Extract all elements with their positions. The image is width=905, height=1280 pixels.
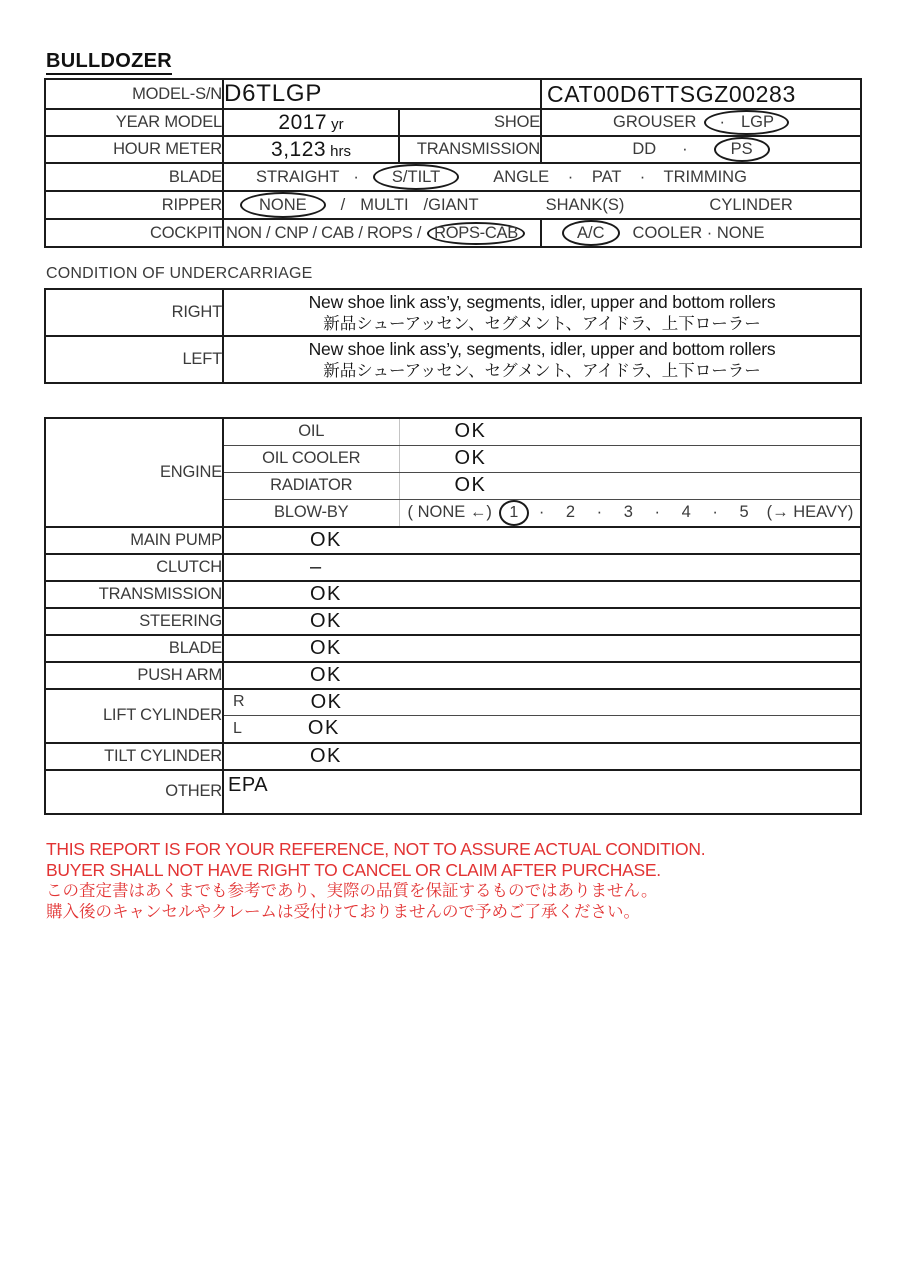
- disclaimer-block: [46, 839, 705, 923]
- undercarriage-row-left: [45, 336, 861, 383]
- disclaimer-line-3: この査定書はあくまでも参考であり、実際の品質を保証するものではありません。: [46, 882, 658, 900]
- main-pump-value: OK: [310, 528, 342, 551]
- year-unit: yr: [331, 115, 344, 133]
- row-push-arm: [45, 662, 861, 689]
- serial-number: CAT00D6TTSGZ00283: [541, 79, 861, 109]
- ac-selected: A/C: [577, 223, 605, 242]
- disclaimer-line-1: THIS REPORT IS FOR YOUR REFERENCE, NOT TO ASSURE ACTUAL CONDITION.: [46, 839, 706, 859]
- cockpit-options-cell: [223, 219, 541, 247]
- lift-r-label: R: [233, 693, 245, 711]
- left-condition-cell: [223, 336, 861, 383]
- spec-table: [44, 78, 862, 248]
- blade-label: BLADE: [45, 163, 223, 191]
- shoe-selected-circle: [704, 110, 789, 135]
- left-label: LEFT: [45, 336, 223, 383]
- shoe-selected-lgp: LGP: [740, 113, 774, 131]
- blade-condition-value-cell: [223, 635, 861, 662]
- undercarriage-row-right: [45, 289, 861, 336]
- blowby-scale-cell: [399, 499, 861, 527]
- ripper-selected-circle: [240, 192, 326, 218]
- engine-radiator-value: OK: [454, 474, 487, 496]
- row-lift-cylinder-r: [45, 689, 861, 716]
- engine-radiator-value-cell: [399, 472, 861, 499]
- lift-l-value: OK: [307, 717, 340, 740]
- other-value-cell: [223, 770, 861, 814]
- inspection-table: [44, 417, 862, 815]
- clutch-value: –: [310, 555, 323, 578]
- other-label: OTHER: [45, 770, 223, 814]
- row-tilt-cylinder: [45, 743, 861, 770]
- blade-condition-label: BLADE: [45, 635, 223, 662]
- left-condition-en: New shoe link ass’y, segments, idler, upper and bottom rollers: [308, 338, 776, 359]
- blowby-heavy-anchor: (→ HEAVY): [766, 503, 854, 521]
- left-condition-jp: 新品シューアッセン、セグメント、アイドラ、上下ローラー: [323, 361, 761, 380]
- spec-row-model: [45, 79, 861, 109]
- steering-value: OK: [310, 609, 342, 632]
- ripper-slash: /: [340, 195, 346, 214]
- engine-radiator-label: RADIATOR: [223, 472, 399, 499]
- lift-l-cell: [223, 716, 861, 743]
- main-pump-value-cell: [223, 527, 861, 554]
- shoe-option-grouser: GROUSER: [613, 113, 697, 131]
- row-main-pump: [45, 527, 861, 554]
- spec-row-year-shoe: [45, 109, 861, 136]
- blade-selected-circle: [373, 164, 459, 190]
- year-value-cell: [223, 109, 399, 136]
- transmission-dot: ·: [682, 140, 688, 158]
- blowby-scale: · 2 · 3 · 4 · 5: [538, 503, 749, 521]
- ripper-options-cell: [223, 191, 861, 219]
- engine-oil-label: OIL: [223, 418, 399, 445]
- steering-value-cell: [223, 608, 861, 635]
- right-label: RIGHT: [45, 289, 223, 336]
- blade-selected-stilt: S/TILT: [391, 167, 441, 186]
- spec-row-cockpit: [45, 219, 861, 247]
- push-arm-value: OK: [310, 663, 342, 686]
- push-arm-value-cell: [223, 662, 861, 689]
- ripper-option-multi: MULTI: [360, 195, 409, 214]
- other-value: EPA: [228, 773, 269, 796]
- spec-row-blade: [45, 163, 861, 191]
- lift-cylinder-label: LIFT CYLINDER: [45, 689, 223, 743]
- hour-unit: hrs: [330, 142, 351, 160]
- lift-r-cell: [223, 689, 861, 716]
- transmission-options-cell: [541, 136, 861, 163]
- transmission-selected-ps: PS: [730, 140, 753, 158]
- steering-label: STEERING: [45, 608, 223, 635]
- transmission-value: OK: [310, 582, 342, 605]
- hour-value: 3,123: [271, 137, 327, 161]
- right-condition-jp: 新品シューアッセン、セグメント、アイドラ、上下ローラー: [323, 314, 761, 333]
- hour-meter-label: HOUR METER: [45, 136, 223, 163]
- disclaimer-line-2: BUYER SHALL NOT HAVE RIGHT TO CANCEL OR CLAIM AFTER PURCHASE.: [46, 860, 661, 880]
- engine-oil-cooler-label: OIL COOLER: [223, 445, 399, 472]
- ripper-cylinder: CYLINDER: [709, 195, 793, 214]
- right-condition-en: New shoe link ass’y, segments, idler, upper and bottom rollers: [308, 291, 776, 312]
- transmission-option-dd: DD: [632, 140, 657, 158]
- clutch-label: CLUTCH: [45, 554, 223, 581]
- row-steering: [45, 608, 861, 635]
- disclaimer-line-4: 購入後のキャンセルやクレームは受付けておりませんので予めご了承ください。: [46, 903, 640, 921]
- lift-r-value: OK: [310, 690, 343, 713]
- ac-selected-circle: [562, 220, 620, 246]
- model-sn-label: MODEL-S/N: [45, 79, 223, 109]
- spec-row-hour-transmission: [45, 136, 861, 163]
- cockpit-selected-circle: [427, 222, 525, 245]
- year-value: 2017: [278, 110, 328, 134]
- row-clutch: [45, 554, 861, 581]
- undercarriage-table: [44, 288, 862, 384]
- blowby-label: BLOW-BY: [223, 499, 399, 527]
- hour-value-cell: [223, 136, 399, 163]
- cockpit-options: NON / CNP / CAB / ROPS /: [226, 223, 422, 242]
- spec-row-ripper: [45, 191, 861, 219]
- right-condition-cell: [223, 289, 861, 336]
- cockpit-ac-cell: [541, 219, 861, 247]
- blowby-selected-circle: [499, 500, 529, 526]
- main-pump-label: MAIN PUMP: [45, 527, 223, 554]
- year-model-label: YEAR MODEL: [45, 109, 223, 136]
- blade-option-straight: STRAIGHT: [256, 167, 340, 186]
- engine-oil-value: OK: [454, 420, 487, 443]
- shoe-options-cell: [541, 109, 861, 136]
- cockpit-label: COCKPIT: [45, 219, 223, 247]
- page-title: BULLDOZER: [46, 51, 172, 75]
- engine-oil-cooler-value: OK: [454, 447, 487, 469]
- blade-condition-value: OK: [310, 636, 342, 659]
- blowby-none-anchor: ( NONE ←): [407, 503, 492, 521]
- lift-l-label: L: [233, 719, 242, 737]
- tilt-cylinder-value-cell: [223, 743, 861, 770]
- blade-options-cell: [223, 163, 861, 191]
- ripper-option-giant: /GIANT: [423, 195, 479, 214]
- model-value: D6TLGP: [223, 79, 541, 109]
- tilt-cylinder-label: TILT CYLINDER: [45, 743, 223, 770]
- transmission-label: TRANSMISSION: [399, 136, 541, 163]
- ripper-label: RIPPER: [45, 191, 223, 219]
- blade-sep-dot: ·: [353, 167, 359, 186]
- blowby-selected-value: 1: [509, 503, 519, 521]
- engine-oil-cooler-value-cell: [399, 445, 861, 472]
- transmission-selected-circle: [714, 137, 770, 162]
- undercarriage-heading: CONDITION OF UNDERCARRIAGE: [46, 265, 313, 282]
- row-blade-condition: [45, 635, 861, 662]
- ripper-selected-none: NONE: [259, 195, 307, 214]
- push-arm-label: PUSH ARM: [45, 662, 223, 689]
- ripper-shank: SHANK(S): [545, 195, 625, 214]
- shoe-dot: ·: [719, 113, 725, 131]
- cockpit-cooler-options: COOLER · NONE: [632, 223, 765, 242]
- row-transmission: [45, 581, 861, 608]
- tilt-cylinder-value: OK: [310, 744, 342, 767]
- cockpit-selected-ropscab: ROPS-CAB: [434, 223, 518, 242]
- engine-oil-value-cell: [399, 418, 861, 445]
- engine-row-oil: [45, 418, 861, 445]
- blade-other-options: ANGLE · PAT · TRIMMING: [493, 167, 747, 186]
- clutch-value-cell: [223, 554, 861, 581]
- shoe-label: SHOE: [399, 109, 541, 136]
- transmission-row-label: TRANSMISSION: [45, 581, 223, 608]
- row-other: [45, 770, 861, 814]
- transmission-value-cell: [223, 581, 861, 608]
- engine-label: ENGINE: [45, 418, 223, 527]
